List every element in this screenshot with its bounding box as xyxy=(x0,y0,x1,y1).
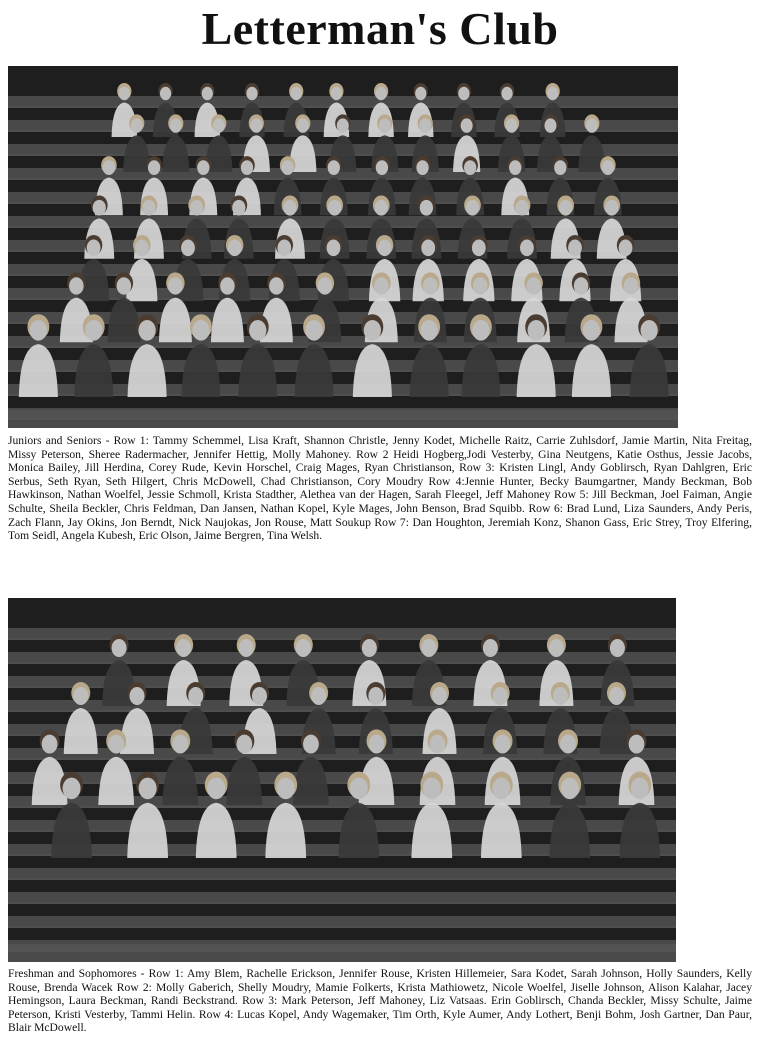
page-title: Letterman's Club xyxy=(201,3,559,54)
freshman-sophomores-photo-image xyxy=(8,598,676,962)
juniors-seniors-group-photo xyxy=(8,66,678,428)
juniors-seniors-caption: Juniors and Seniors - Row 1: Tammy Schemmel, Lisa Kraft, Shannon Christle, Jenny Kodet, Michelle Raitz, Carrie Zuhlsdorf, Jamie Martin, Nita Freitag, Missy Peterson, Sheree Radermacher, Jennifer Hettig, Molly Mahoney. Row 2 Heidi Hogberg,Jodi Vesterby, Gina Neutgens, Katie Osthus, Jessie Jacobs, Monica Bailey, Jill Herdina, Corey Rude, Kevin Horschel, Craig Mages, Ryan Christianson, Row 3: Kristen Lingl, Andy Goblirsch, Ryan Dahlgren, Eric Serbus, Seth Ryan, Seth Hilgert, Chris McDowell, Chad Christianson, Cory Moudry Row 4:Jennie Hunter, Becky Baumgartner, Mandy Beckman, Bob Hawkinson, Nathan Woelfel, Jessie Schmoll, Krista Stadther, Alethea van der Hagen, Sarah Fleegel, Jeff Mahoney Row 5: Jill Beckman, Joel Faiman, Angie Schulte, Sheila Beckler, Chris Feldman, Dan Jansen, Nathan Kopel, Kyle Mages, John Benson, Brad Squibb. Row 6: Brad Lund, Liza Saunders, Andy Peris, Zach Flann, Jay Okins, Jon Berndt, Nick Naujokas, Jon Rouse, Matt Soukup Row 7: Dan Houghton, Jeremiah Konz, Shanon Gass, Eric Strey, Troy Elfering, Tom Seidl, Angela Kubesh, Eric Olson, Jaime Bergren, Tina Welsh. xyxy=(8,434,752,543)
freshman-sophomores-group-photo xyxy=(8,598,676,962)
juniors-seniors-photo-image xyxy=(8,66,678,428)
freshman-sophomores-caption: Freshman and Sophomores - Row 1: Amy Blem, Rachelle Erickson, Jennifer Rouse, Kristen Hillemeier, Sara Kodet, Sarah Johnson, Holly Saunders, Kelly Rouse, Brenda Wacek Row 2: Molly Gaberich, Shelly Moudry, Mamie Folkerts, Krista Mathiowetz, Nicole Woelfel, Jiselle Johnson, Alison Kalahar, Jacey Hemingson, Laura Beckman, Randi Beckstrand. Row 3: Mark Peterson, Jeff Mahoney, Liz Vatsaas. Erin Goblirsch, Chanda Beckler, Missy Schulte, Jaime Peterson, Kristi Vesterby, Tammi Helin. Row 4: Lucas Kopel, Andy Wagemaker, Tim Orth, Kyle Aumer, Andy Lothert, Benji Bohm, Josh Gartner, Dan Paur, Blair McDowell. xyxy=(8,967,752,1035)
